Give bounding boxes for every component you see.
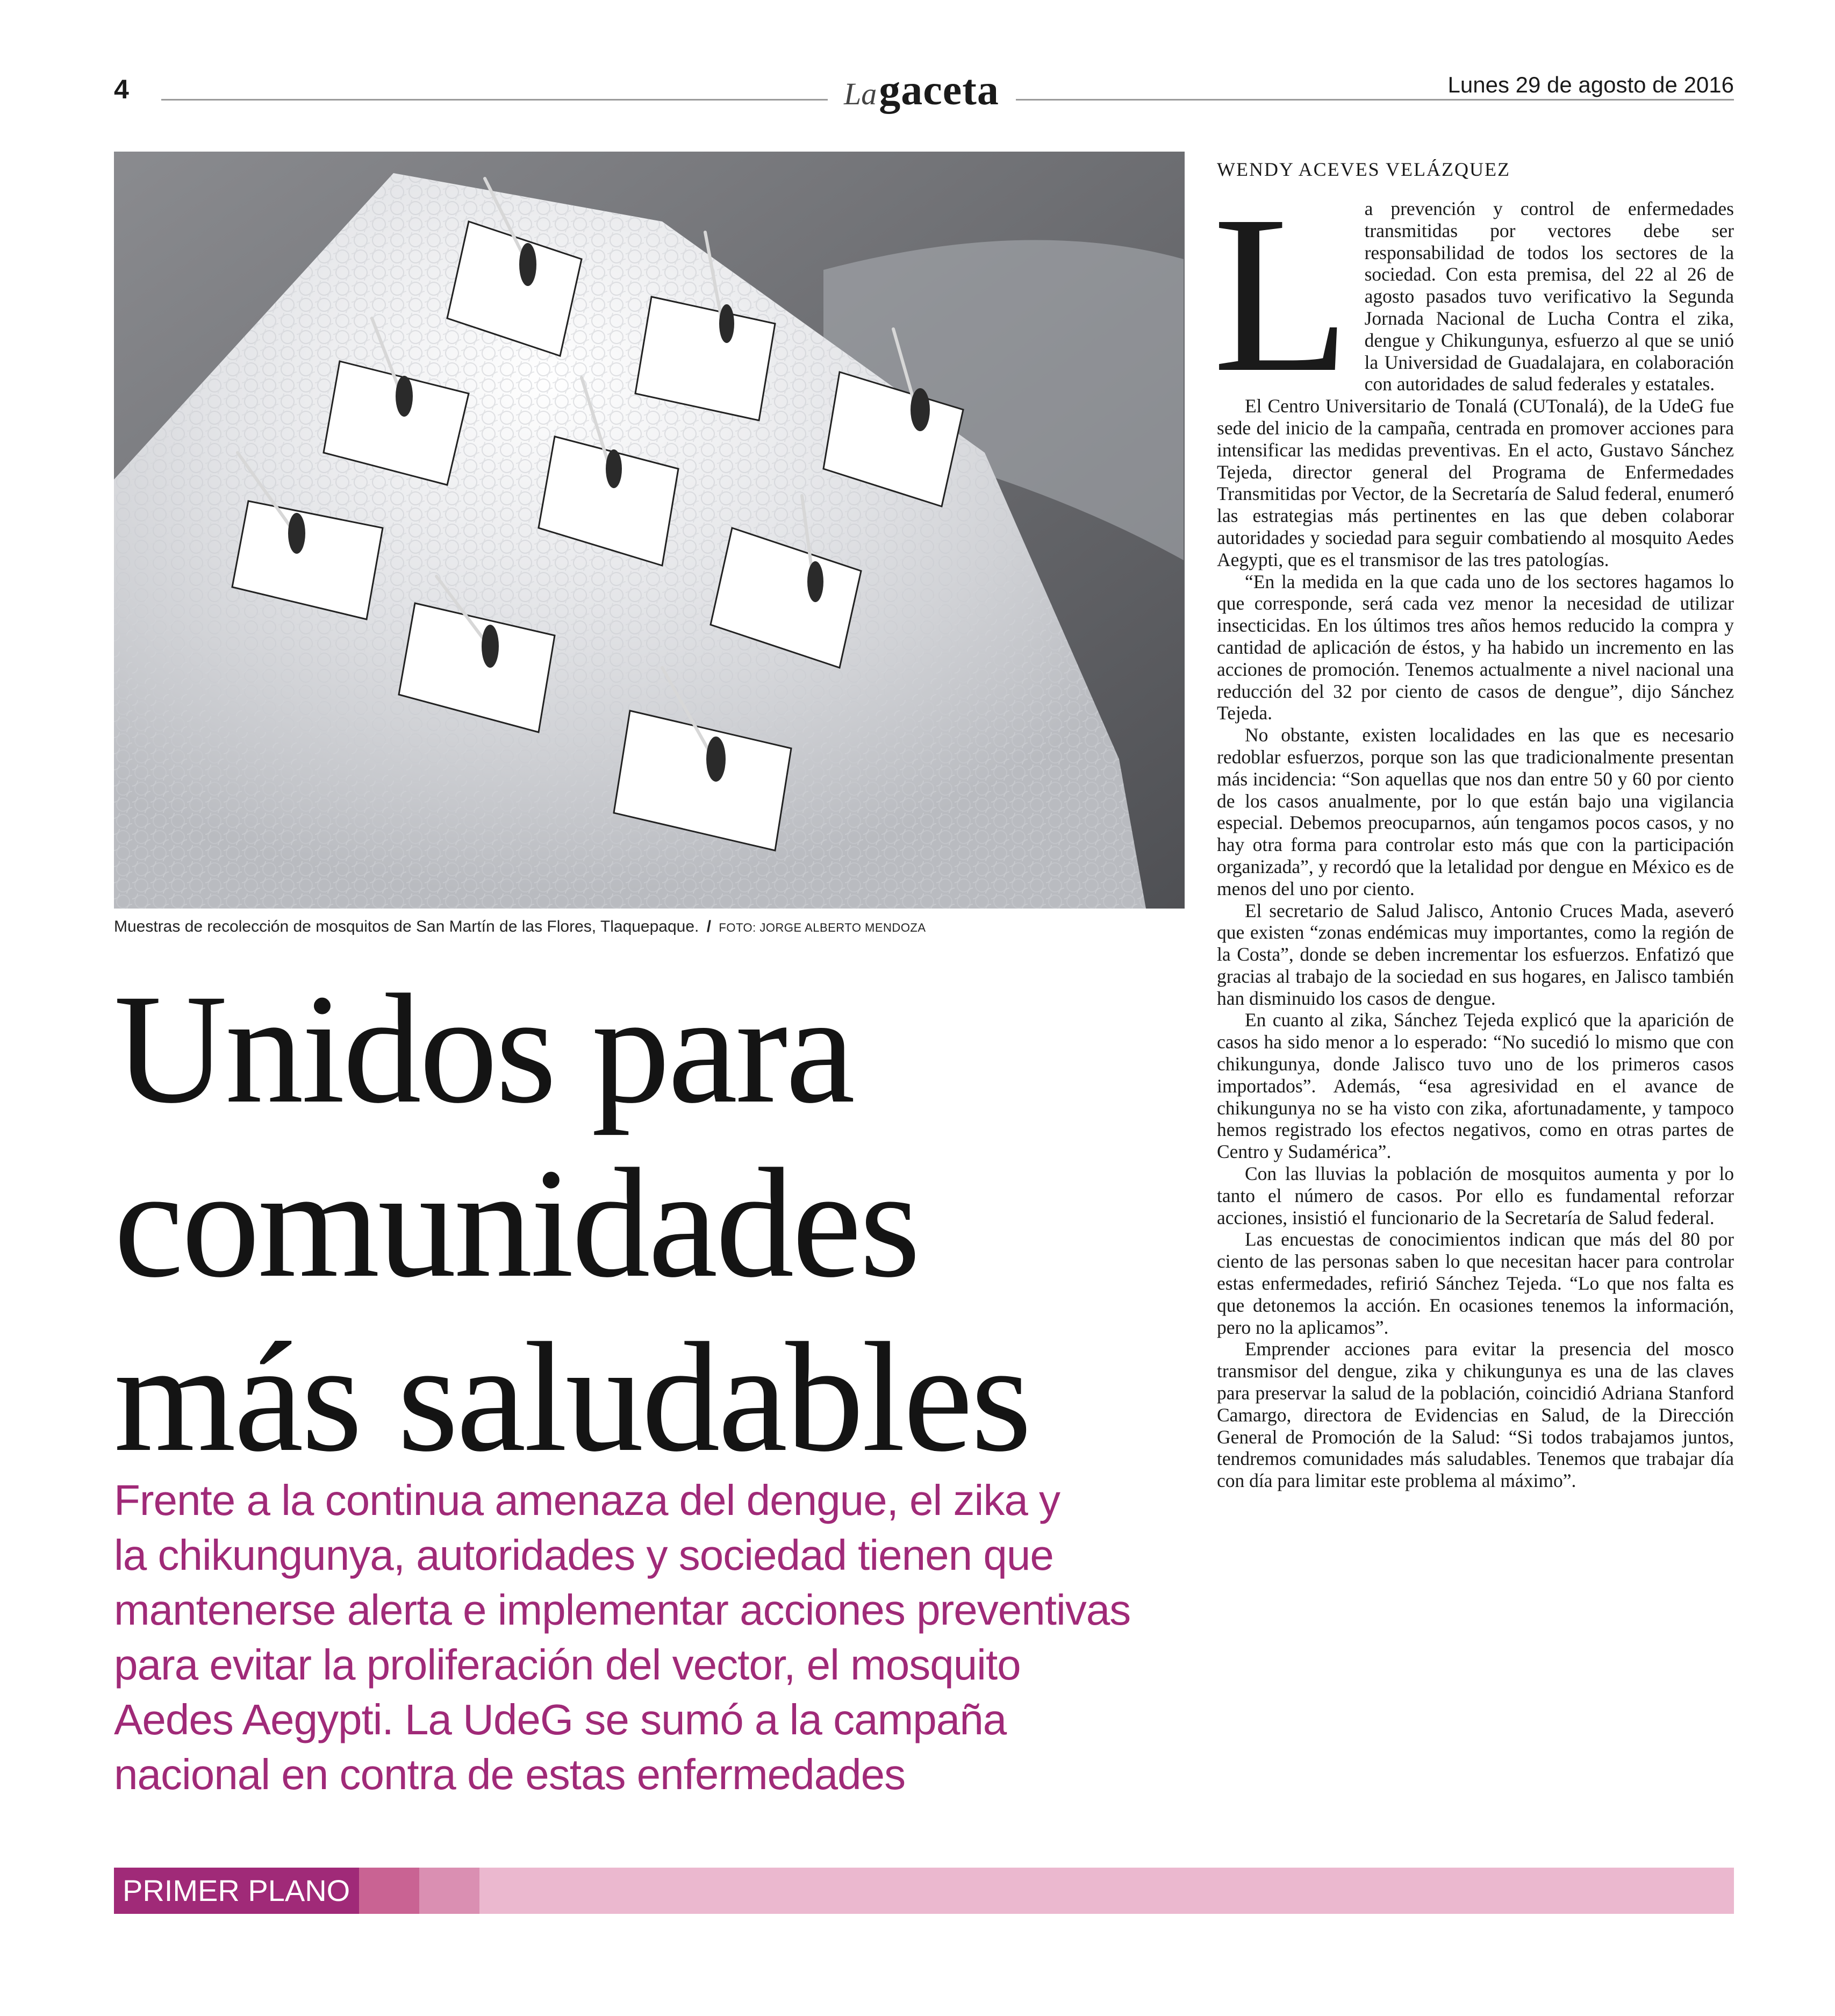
issue-date: Lunes 29 de agosto de 2016 [1447, 72, 1734, 97]
deck-subheadline [114, 1473, 1189, 1802]
article-paragraph: El secretario de Salud Jalisco, Antonio Cruces Mada, aseveró que existen “zonas endémicas muy importantes, como la región de la Costa”, donde se deben incrementar los esfuerzos. Enfatizó que gracias al trabajo de la sociedad en sus hogares, en Jalisco también han disminuido los casos de dengue. [1217, 899, 1734, 1009]
article-paragraph: El Centro Universitario de Tonalá (CUTonalá), de la UdeG fue sede del inicio de la campaña, centrada en promover acciones para intensificar las medidas preventivas. En el acto, Gustavo Sánchez Tejeda, director general del Programa de Enfermedades Transmitidas por Vector, de la Secretaría de Salud federal, enumeró las estrategias más pertinentes en las que deben colaborar autoridades y sociedad para seguir combatiendo al mosquito Aedes Aegypti, que es el transmisor de las tres patologías. [1217, 395, 1734, 570]
masthead-prefix: La [844, 76, 877, 111]
footer-accent-block [419, 1868, 479, 1914]
deck-line: nacional en contra de estas enfermedades [114, 1750, 906, 1798]
masthead-name: gaceta [879, 67, 999, 114]
masthead-logo [844, 63, 1005, 129]
byline: WENDY ACEVES VELÁZQUEZ [1217, 159, 1510, 180]
deck-line: para evitar la proliferación del vector, el mosquito [114, 1641, 1021, 1689]
article-paragraph: “En la medida en la que cada uno de los sectores hagamos lo que corresponde, será cada vez menor la necesidad de utilizar insecticidas. En los últimos tres años hemos reducido la compra y cantidad de aplicación de éstos, y ha habido un incremento en las acciones de promoción. Tenemos actualmente a nivel nacional una reducción del 32 por ciento de casos de dengue”, dijo Sánchez Tejeda. [1217, 570, 1734, 724]
photo-caption [114, 915, 1184, 940]
headline [114, 962, 1189, 1485]
deck-line: Aedes Aegypti. La UdeG se sumó a la campaña [114, 1696, 1007, 1743]
article-paragraph: Emprender acciones para evitar la presencia del mosco transmisor del dengue, zika y chikungunya es una de las claves para preservar la salud de la población, coincidió Adriana Stanford Camargo, directora de Evidencias en Salud, de la Dirección General de Promoción de la Salud: “Si todos trabajamos juntos, tendremos comunidades más saludables. Tenemos que trabajar día con día para limitar este problema al máximo”. [1217, 1338, 1734, 1492]
headline-line: más saludables [114, 1311, 1030, 1484]
article-paragraph: En cuanto al zika, Sánchez Tejeda explicó que la aparición de casos ha sido menor a lo esperado: “No sucedió lo mismo que con chikungunya, donde Jalisco tuvo uno de los primeros casos importados”. Además, “esa agresividad en el avance de chikungunya no se ha visto con zika, afortunadamente, y tampoco hemos registrado los efectos negativos, como en otras partes de Centro y Sudamérica”. [1217, 1009, 1734, 1163]
headline-line: comunidades [114, 1136, 919, 1310]
mosquito-samples-photo [114, 152, 1185, 909]
deck-line: mantenerse alerta e implementar acciones preventivas [114, 1586, 1131, 1634]
caption-separator: / [706, 918, 712, 935]
caption-text: Muestras de recolección de mosquitos de San Martín de las Flores, Tlaquepaque. [114, 918, 699, 935]
paragraph-text: a prevención y control de enfermedades transmitidas por vectores debe ser responsabilidad de todos los sectores de la sociedad. Con esta premisa, del 22 al 26 de agosto pasados tuvo verificativo la Segunda Jornada Nacional de Lucha Contra el zika, dengue y Chikungunya, esfuerzo al que se unió la Universidad de Guadalajara, en colaboración con autoridades de salud federales y estatales. [1364, 198, 1734, 395]
article-paragraph: Con las lluvias la población de mosquitos aumenta y por lo tanto el número de casos. Por ello es fundamental reforzar acciones, insistió el funcionario de la Secretaría de Salud federal. [1217, 1163, 1734, 1228]
deck-line: Frente a la continua amenaza del dengue, el zika y [114, 1476, 1060, 1524]
deck-line: la chikungunya, autoridades y sociedad tienen que [114, 1531, 1053, 1579]
photo-credit: FOTO: JORGE ALBERTO MENDOZA [719, 921, 926, 934]
footer-accent-block [359, 1868, 419, 1914]
header-rule-left [161, 99, 828, 101]
section-label: PRIMER PLANO [123, 1874, 350, 1907]
page-number: 4 [114, 74, 129, 104]
headline-line: Unidos para [114, 962, 854, 1136]
article-paragraph: Las encuestas de conocimientos indican que más del 80 por ciento de las personas saben lo que necesitan hacer para controlar estas enfermedades, refirió Sánchez Tejeda. “Lo que nos falta es que detonemos la acción. En ocasiones tenemos la información, pero no la aplicamos”. [1217, 1228, 1734, 1338]
drop-cap: L [1213, 169, 1351, 419]
article-paragraph: No obstante, existen localidades en las que es necesario redoblar esfuerzos, porque son las que tradicionalmente presentan más incidencia: “Son aquellas que nos dan entre 50 y 60 por ciento de los casos anualmente, por lo que están bajo una vigilancia especial. Debemos preocuparnos, aún tengamos pocos casos, y no hay otra forma para controlar esto más que con la participación organizada”, y recordó que la letalidad por dengue en México es de menos del uno por ciento. [1217, 724, 1734, 899]
